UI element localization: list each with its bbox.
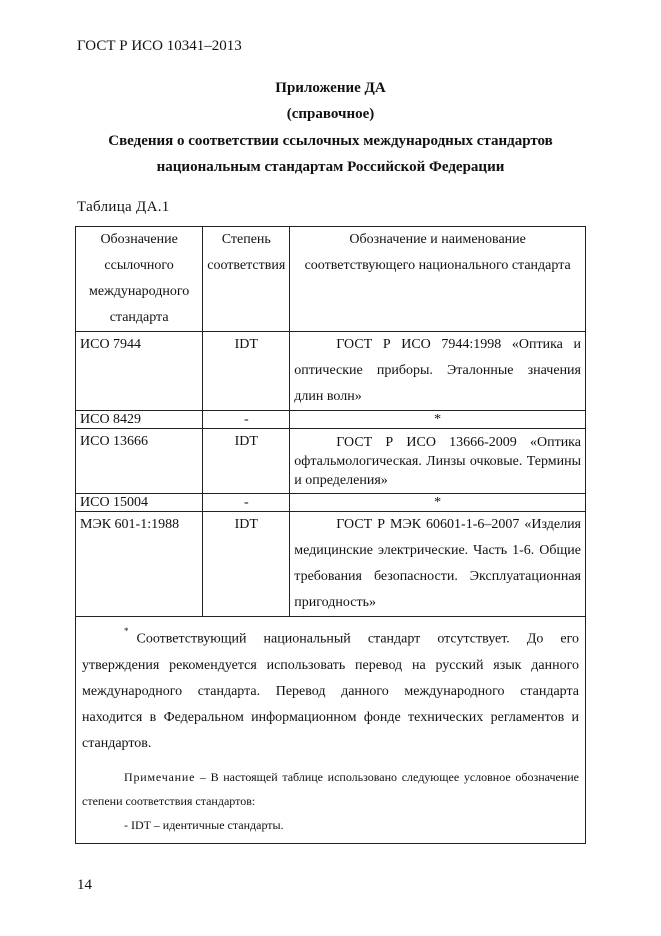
footnote-marker: * bbox=[124, 626, 129, 636]
note-text: – В настоящей таблице использовано следующее условное обозначение степени соответствия стандартов: bbox=[82, 769, 579, 808]
intl-standard-cell: ИСО 8429 bbox=[76, 411, 203, 429]
appendix-title: Приложение ДА bbox=[275, 80, 386, 96]
table-row bbox=[76, 494, 586, 512]
table-note bbox=[82, 765, 579, 813]
degree-cell: - bbox=[203, 494, 290, 512]
national-standard-cell: ГОСТ Р МЭК 60601-1-6–2007 «Изделия медицинские электрические. Часть 1-6. Общие требования безопасности. Эксплуатационная пригодность» bbox=[290, 512, 586, 617]
note-item: - IDT – идентичные стандарты. bbox=[124, 817, 284, 832]
intl-standard-cell: ИСО 7944 bbox=[76, 332, 203, 411]
degree-cell: IDT bbox=[203, 429, 290, 494]
correspondence-table bbox=[75, 226, 586, 844]
document-code: ГОСТ Р ИСО 10341–2013 bbox=[77, 38, 242, 54]
column-header-national: Обозначение и наименование соответствующего национального стандарта bbox=[290, 227, 586, 332]
table-header-row bbox=[76, 227, 586, 332]
table-footnote-row bbox=[76, 617, 586, 844]
national-standard-cell: ГОСТ Р ИСО 7944:1998 «Оптика и оптические приборы. Эталонные значения длин волн» bbox=[290, 332, 586, 411]
note-label: Примечание bbox=[124, 769, 196, 784]
degree-cell: IDT bbox=[203, 332, 290, 411]
table-footnote-cell bbox=[76, 617, 586, 844]
table-row bbox=[76, 512, 586, 617]
intl-standard-cell: МЭК 601-1:1988 bbox=[76, 512, 203, 617]
page-number: 14 bbox=[77, 877, 92, 893]
national-standard-cell: * bbox=[290, 494, 586, 512]
national-standard-cell: * bbox=[290, 411, 586, 429]
column-header-intl: Обозначение ссылочного международного стандарта bbox=[76, 227, 203, 332]
appendix-subtitle: (справочное) bbox=[286, 106, 375, 122]
degree-cell: IDT bbox=[203, 512, 290, 617]
table-row bbox=[76, 411, 586, 429]
table-row bbox=[76, 429, 586, 494]
intl-standard-cell: ИСО 15004 bbox=[76, 494, 203, 512]
footnote-text-block bbox=[82, 621, 579, 757]
appendix-heading-line2: национальным стандартам Российской Федерации bbox=[156, 159, 505, 175]
column-header-degree: Степень соответствия bbox=[203, 227, 290, 332]
intl-standard-cell: ИСО 13666 bbox=[76, 429, 203, 494]
table-caption: Таблица ДА.1 bbox=[77, 199, 170, 215]
degree-cell: - bbox=[203, 411, 290, 429]
table-row bbox=[76, 332, 586, 411]
appendix-heading-line1: Сведения о соответствии ссылочных международных стандартов bbox=[108, 133, 553, 149]
national-standard-cell: ГОСТ Р ИСО 13666-2009 «Оптика офтальмологическая. Линзы очковые. Термины и определения» bbox=[290, 429, 586, 494]
footnote-text: Соответствующий национальный стандарт отсутствует. До его утверждения рекомендуется использовать перевод на русский язык данного международного стандарта. Перевод данного международного стандарта находится в Федеральном информационном фонде технических регламентов и стандартов. bbox=[82, 631, 579, 751]
